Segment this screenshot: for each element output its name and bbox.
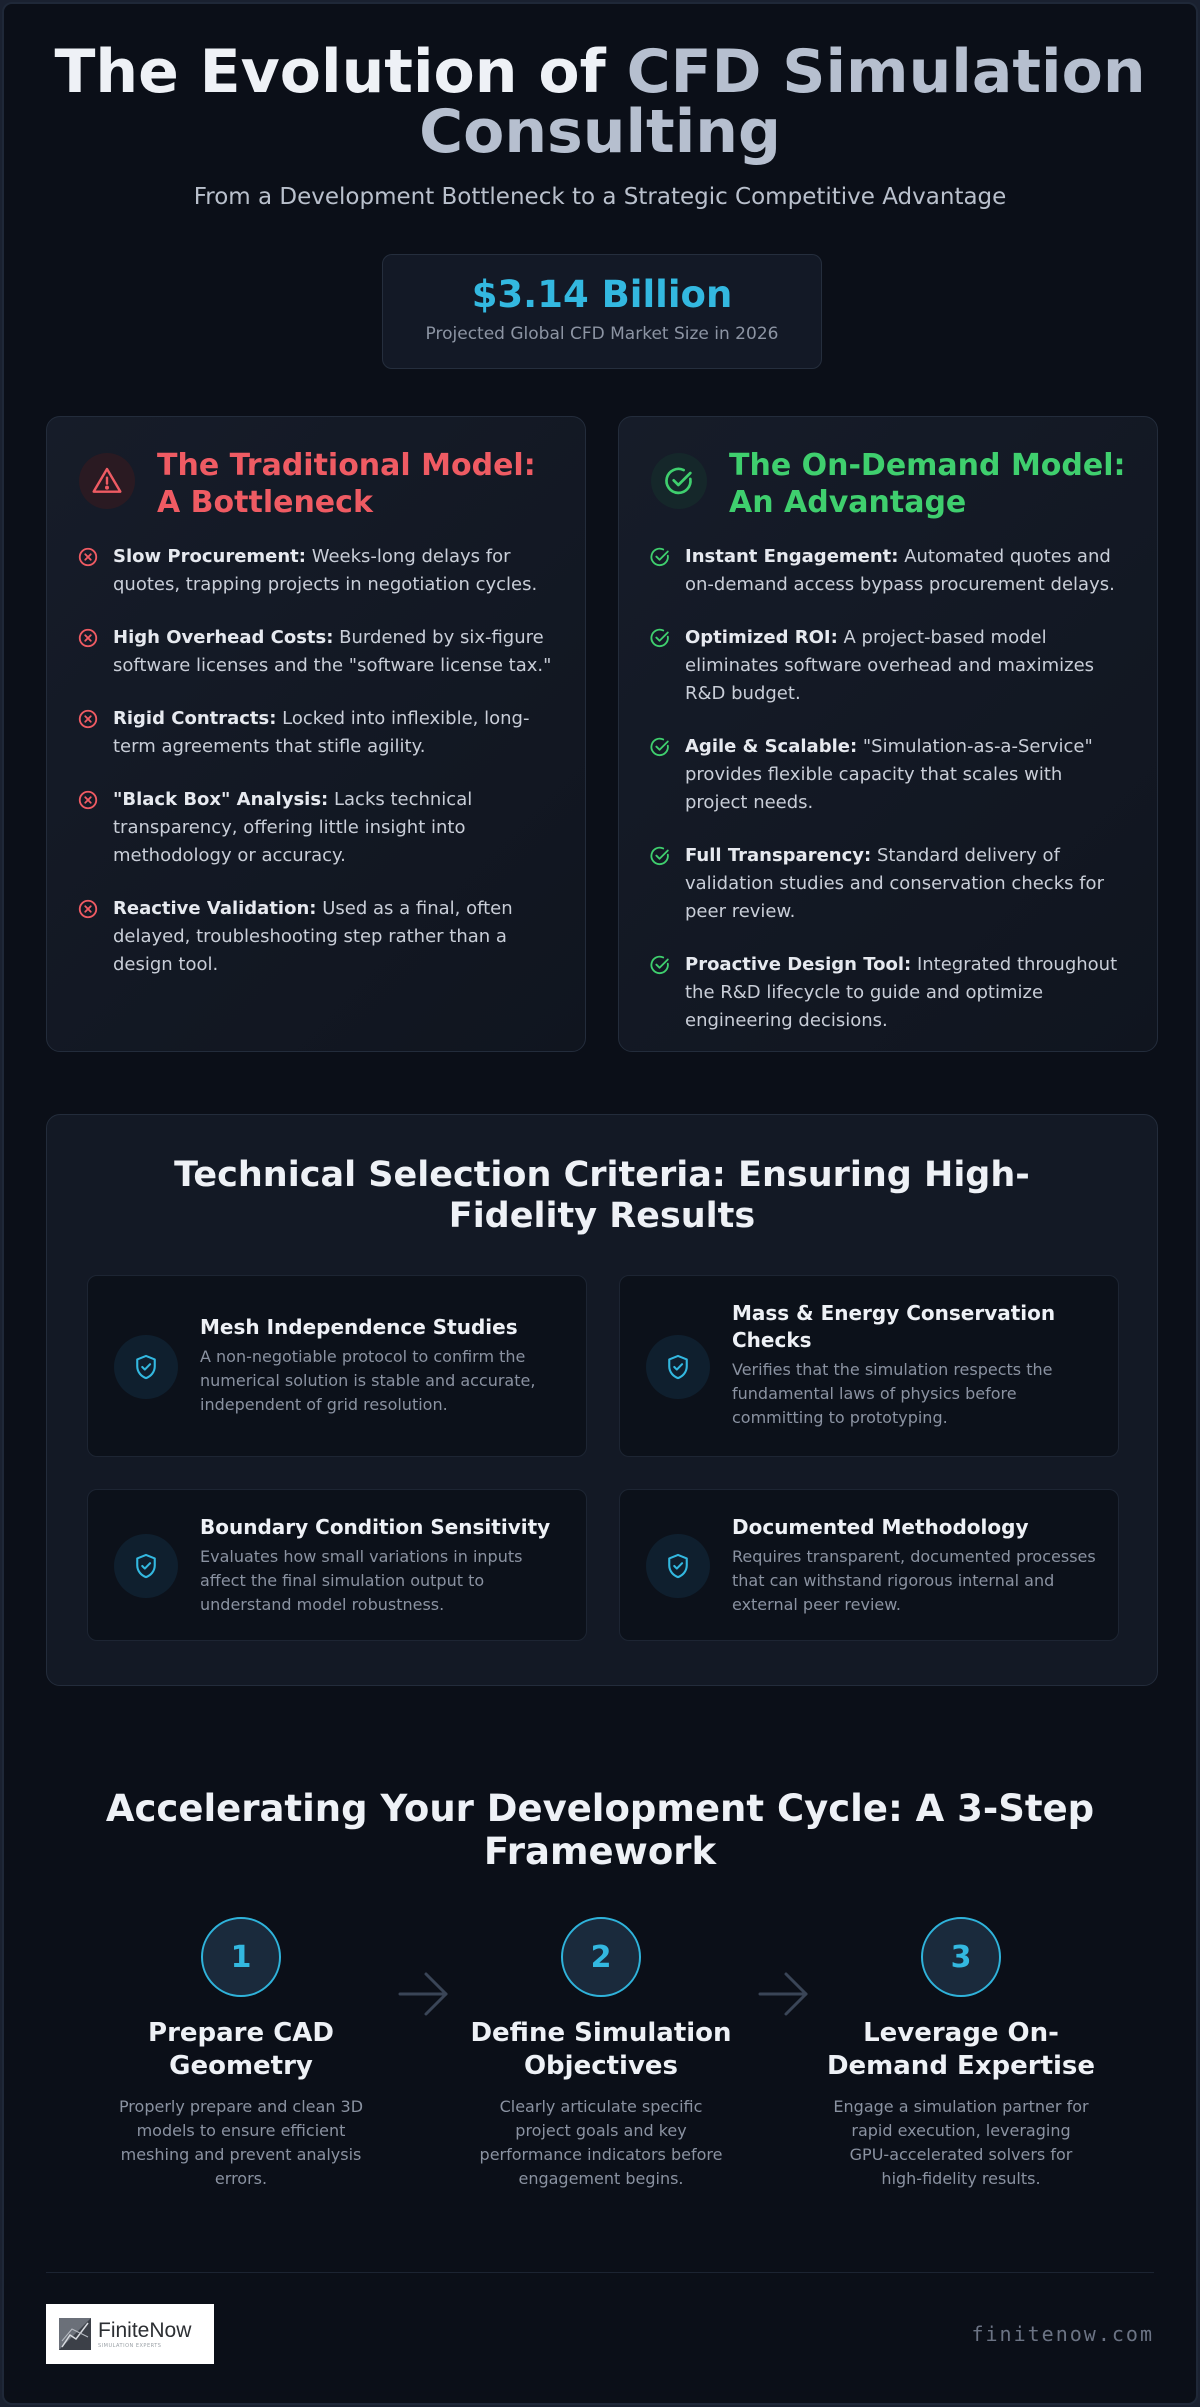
- step-2: [466, 1917, 736, 2191]
- step-title: Define Simulation Objectives: [470, 2018, 732, 2081]
- market-stat-label: Projected Global CFD Market Size in 2026: [425, 324, 779, 344]
- shield-check-icon: [646, 1335, 710, 1399]
- market-stat-card: [382, 254, 822, 369]
- criteria-title: Documented Methodology: [732, 1515, 1029, 1539]
- list-item: Proactive Design Tool: Integrated throughout the R&D lifecycle to guide and optimize engineering decisions.: [649, 951, 1127, 1035]
- list-item: "Black Box" Analysis: Lacks technical transparency, offering little insight into methodology or accuracy.: [77, 786, 555, 870]
- step-3: [826, 1917, 1096, 2191]
- technical-criteria-title: Technical Selection Criteria: Ensuring High-Fidelity Results: [174, 1155, 1030, 1236]
- criteria-card-boundary: [87, 1489, 587, 1641]
- infographic-frame: [2, 2, 1198, 2405]
- technical-criteria-section: [46, 1114, 1158, 1686]
- on-demand-model-title: The On-Demand Model: An Advantage: [729, 448, 1126, 520]
- title-part-1: The Evolution of: [54, 37, 627, 107]
- page-subtitle: From a Development Bottleneck to a Strategic Competitive Advantage: [193, 184, 1007, 210]
- list-item: High Overhead Costs: Burdened by six-figure software licenses and the "software license tax.": [77, 624, 555, 680]
- list-item: Reactive Validation: Used as a final, often delayed, troubleshooting step rather than a design tool.: [77, 895, 555, 979]
- step-number: 1: [201, 1917, 281, 1997]
- x-circle-icon: [77, 898, 99, 920]
- criteria-card-methodology: [619, 1489, 1119, 1641]
- criteria-description: Verifies that the simulation respects the fundamental laws of physics before committing to prototyping.: [732, 1360, 1053, 1427]
- footer-divider: [46, 2272, 1154, 2273]
- shield-check-icon: [114, 1534, 178, 1598]
- criteria-title: Boundary Condition Sensitivity: [200, 1515, 551, 1539]
- step-description: Clearly articulate specific project goals and key performance indicators before engagement begins.: [479, 2097, 723, 2188]
- list-item: Slow Procurement: Weeks-long delays for quotes, trapping projects in negotiation cycles.: [77, 543, 555, 599]
- arrow-right-icon: [756, 1966, 812, 2022]
- title-part-2: CFD Simulation Consulting: [419, 37, 1146, 167]
- check-circle-icon: [649, 845, 671, 867]
- x-circle-icon: [77, 789, 99, 811]
- logo-tagline: SIMULATION EXPERTS: [98, 2342, 162, 2349]
- step-1: [106, 1917, 376, 2191]
- market-stat-value: $3.14 Billion: [471, 273, 733, 316]
- list-item: Optimized ROI: A project-based model eliminates software overhead and maximizes R&D budget.: [649, 624, 1127, 708]
- arrow-right-icon: [396, 1966, 452, 2022]
- x-circle-icon: [77, 546, 99, 568]
- on-demand-items-list: [649, 543, 1127, 1035]
- criteria-card-mesh: [87, 1275, 587, 1457]
- step-number: 3: [921, 1917, 1001, 1997]
- criteria-description: Evaluates how small variations in inputs affect the final simulation output to understand model robustness.: [200, 1547, 523, 1614]
- page-title: [4, 37, 1196, 167]
- criteria-description: Requires transparent, documented processes that can withstand rigorous internal and external peer review.: [732, 1547, 1096, 1614]
- check-circle-icon: [649, 546, 671, 568]
- list-item: Instant Engagement: Automated quotes and on-demand access bypass procurement delays.: [649, 543, 1127, 599]
- step-title: Leverage On-Demand Expertise: [826, 2018, 1096, 2081]
- criteria-title: Mesh Independence Studies: [200, 1315, 518, 1339]
- list-item: Rigid Contracts: Locked into inflexible, long-term agreements that stifle agility.: [77, 705, 555, 761]
- on-demand-model-card: [618, 416, 1158, 1052]
- step-number: 2: [561, 1917, 641, 1997]
- check-circle-icon: [649, 954, 671, 976]
- criteria-description: A non-negotiable protocol to confirm the numerical solution is stable and accurate, independent of grid resolution.: [200, 1347, 536, 1414]
- criteria-card-conservation: [619, 1275, 1119, 1457]
- step-description: Properly prepare and clean 3D models to ensure efficient meshing and prevent analysis errors.: [118, 2097, 364, 2188]
- framework-title: Accelerating Your Development Cycle: A 3-Step Framework: [105, 1787, 1095, 1873]
- list-item: Full Transparency: Standard delivery of validation studies and conservation checks for peer review.: [649, 842, 1127, 926]
- criteria-title: Mass & Energy Conservation Checks: [732, 1301, 1056, 1352]
- check-circle-icon: [649, 736, 671, 758]
- traditional-model-title: The Traditional Model: A Bottleneck: [157, 448, 536, 520]
- website-link[interactable]: finitenow.com: [971, 2322, 1154, 2346]
- check-circle-icon: [651, 453, 707, 509]
- logo-mark-icon: [58, 2317, 92, 2351]
- logo-text: FiniteNow: [98, 2318, 192, 2342]
- shield-check-icon: [646, 1534, 710, 1598]
- traditional-model-card: [46, 416, 586, 1052]
- list-item: Agile & Scalable: "Simulation-as-a-Service" provides flexible capacity that scales with project needs.: [649, 733, 1127, 817]
- finitenow-logo[interactable]: [46, 2304, 214, 2364]
- x-circle-icon: [77, 627, 99, 649]
- traditional-items-list: [77, 543, 555, 979]
- step-title: Prepare CAD Geometry: [148, 2018, 334, 2081]
- x-circle-icon: [77, 708, 99, 730]
- warning-icon: [79, 453, 135, 509]
- check-circle-icon: [649, 627, 671, 649]
- step-description: Engage a simulation partner for rapid execution, leveraging GPU-accelerated solvers for high-fidelity results.: [833, 2097, 1089, 2188]
- shield-check-icon: [114, 1335, 178, 1399]
